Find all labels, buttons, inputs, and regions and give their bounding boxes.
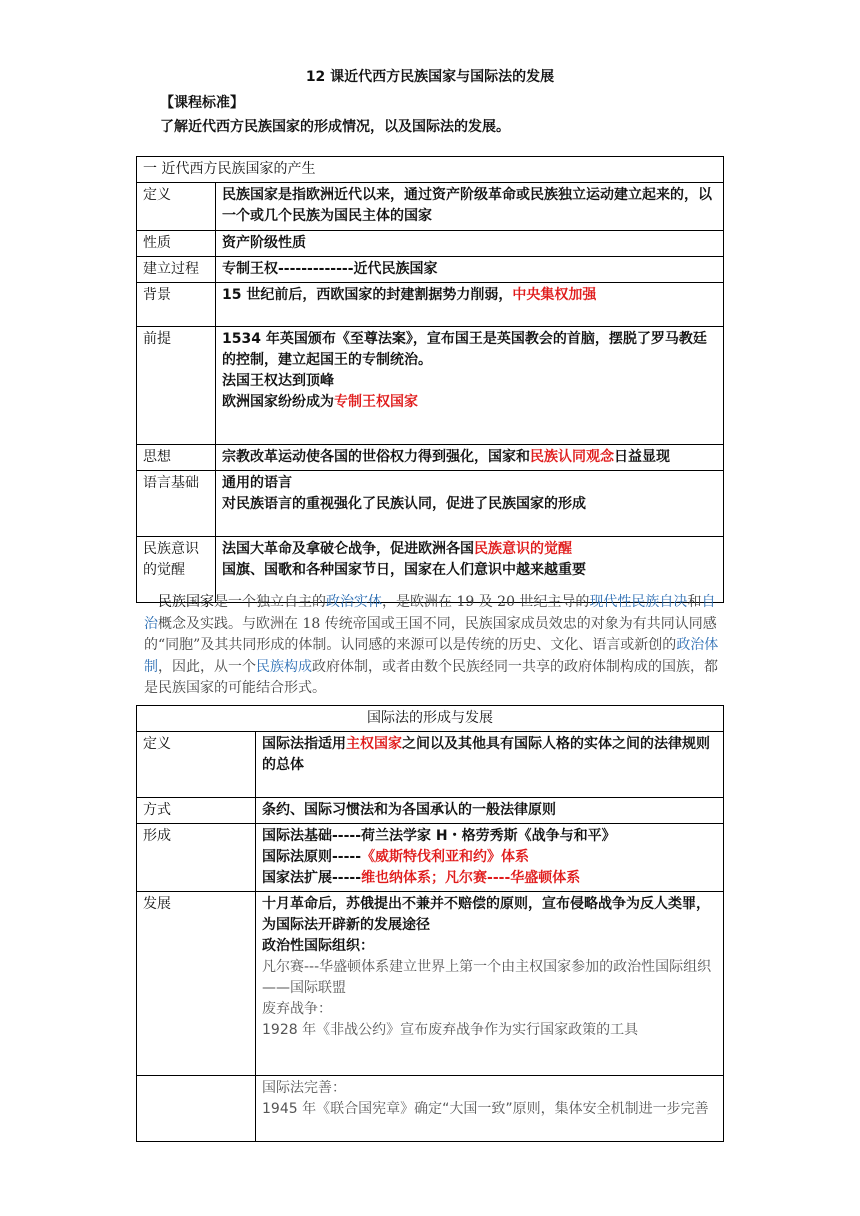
row-label: 语言基础 xyxy=(137,471,216,537)
para-text: 和 xyxy=(687,594,702,610)
row-label: 背景 xyxy=(137,283,216,327)
background-highlight: 中央集权加强 xyxy=(512,287,597,303)
row-label: 民族意识的觉醒 xyxy=(137,537,216,603)
standard-text: 了解近代西方民族国家的形成情况，以及国际法的发展。 xyxy=(160,119,510,135)
table-row xyxy=(137,471,724,537)
language-line: 对民族语言的重视强化了民族认同，促进了民族国家的形成 xyxy=(222,496,586,512)
para-link[interactable]: 政治体制 xyxy=(144,637,719,675)
language-line: 通用的语言 xyxy=(222,475,292,491)
row-content: 专制王权-------------近代民族国家 xyxy=(216,257,724,283)
row-content xyxy=(256,824,724,892)
formation-prefix: 国际法原则----- xyxy=(262,849,362,865)
premise-prefix: 欧洲国家纷纷成为 xyxy=(222,394,334,410)
thought-highlight: 民族认同观念 xyxy=(530,449,614,465)
table-row xyxy=(137,892,724,1076)
table-row xyxy=(137,257,724,283)
formation-line xyxy=(262,847,717,868)
improvement-line: 1945 年《联合国宪章》确定“大国一致”原则，集体安全机制进一步完善 xyxy=(262,1101,709,1117)
para-text: 是一个独立自主的 xyxy=(214,594,326,610)
row-content xyxy=(256,732,724,798)
table-row xyxy=(137,732,724,798)
table-row xyxy=(137,798,724,824)
row-content: 资产阶级性质 xyxy=(216,231,724,257)
international-law-table xyxy=(136,705,724,1142)
development-line: 十月革命后，苏俄提出不兼并不赔偿的原则，宣布侵略战争为反人类罪，为国际法开辟新的发展途径 xyxy=(262,896,710,933)
table-header: 一 近代西方民族国家的产生 xyxy=(137,157,724,183)
formation-highlight: 维也纳体系；凡尔赛----华盛顿体系 xyxy=(361,870,581,886)
para-text: 概念及实践。与欧洲在 18 传统帝国或王国不同，民族国家成员效忠的对象为有共同认同感的“同胞”及其共同形成的体制。认同感的来源可以是传统的历史、文化、语言或新创的 xyxy=(144,615,717,653)
para-link[interactable]: 政治实体 xyxy=(326,594,382,610)
para-link[interactable]: 现代性民族自决 xyxy=(589,594,688,610)
awakening-line: 国旗、国歌和各种国家节日，国家在人们意识中越来越重要 xyxy=(222,562,586,578)
def-highlight: 主权国家 xyxy=(346,736,402,752)
table-row xyxy=(137,231,724,257)
row-content: 民族国家是指欧洲近代以来，通过资产阶级革命或民族独立运动建立起来的，以一个或几个民族为国民主体的国家 xyxy=(216,183,724,231)
row-label: 定义 xyxy=(137,732,256,798)
thought-suffix: 日益显现 xyxy=(614,449,670,465)
row-label: 发展 xyxy=(137,892,256,1076)
row-label xyxy=(137,1076,256,1142)
row-label: 前提 xyxy=(137,327,216,445)
para-text: ，因此，从一个 xyxy=(158,658,256,675)
premise-line: 1534 年英国颁布《至尊法案》，宣布国王是英国教会的首脑，摆脱了罗马教廷的控制，建立起国王的专制统治。 xyxy=(222,331,707,368)
formation-line: 国际法基础-----荷兰法学家 H・格劳秀斯《战争与和平》 xyxy=(262,828,616,844)
table-header: 国际法的形成与发展 xyxy=(137,706,724,732)
table-row xyxy=(137,183,724,231)
development-line: 废弃战争： xyxy=(262,1001,332,1017)
row-content xyxy=(256,1076,724,1142)
para-link[interactable]: 自治 xyxy=(144,594,716,632)
row-label: 定义 xyxy=(137,183,216,231)
table-row xyxy=(137,706,724,732)
table-row xyxy=(137,283,724,327)
row-content: 条约、国际习惯法和为各国承认的一般法律原则 xyxy=(256,798,724,824)
awakening-highlight: 民族意识的觉醒 xyxy=(474,541,572,557)
table-row xyxy=(137,445,724,471)
development-line: 凡尔赛---华盛顿体系建立世界上第一个由主权国家参加的政治性国际组织——国际联盟 xyxy=(262,959,712,996)
def-prefix: 国际法指适用 xyxy=(262,736,346,752)
standard-heading: 【课程标准】 xyxy=(160,95,244,111)
table-row xyxy=(137,157,724,183)
awakening-line xyxy=(222,539,717,560)
premise-highlight: 专制王权国家 xyxy=(334,394,418,410)
formation-line xyxy=(262,868,717,889)
table-row xyxy=(137,824,724,892)
background-text: 15 世纪前后，西欧国家的封建割据势力削弱， xyxy=(222,287,513,303)
row-content xyxy=(216,283,724,327)
table-row xyxy=(137,327,724,445)
row-content xyxy=(216,445,724,471)
nation-state-paragraph xyxy=(144,592,724,700)
row-content xyxy=(216,471,724,537)
development-line: 1928 年《非战公约》宣布废弃战争作为实行国家政策的工具 xyxy=(262,1022,639,1038)
formation-prefix: 国家法扩展----- xyxy=(262,870,362,886)
para-text: ，是欧洲在 19 及 20 世纪主导的 xyxy=(382,594,590,610)
row-label: 思想 xyxy=(137,445,216,471)
row-content xyxy=(216,327,724,445)
para-text: 政府体制，或者由数个民族经同一共享的政府体制构成的国族，都是民族国家的可能结合形式。 xyxy=(144,658,718,696)
row-content xyxy=(256,892,724,1076)
awakening-prefix: 法国大革命及拿破仑战争，促进欧洲各国 xyxy=(222,541,474,557)
thought-prefix: 宗教改革运动使各国的世俗权力得到强化，国家和 xyxy=(222,449,530,465)
row-label: 方式 xyxy=(137,798,256,824)
def-suffix: 之间以及其他具有国际人格的实体之间的法律规则的总体 xyxy=(262,736,710,773)
improvement-line: 国际法完善： xyxy=(262,1080,346,1096)
page-title: 12 课近代西方民族国家与国际法的发展 xyxy=(305,69,555,85)
premise-line xyxy=(222,392,717,413)
formation-highlight: 《威斯特伐利亚和约》体系 xyxy=(361,849,530,865)
para-link[interactable]: 民族构成 xyxy=(256,658,312,675)
row-label: 形成 xyxy=(137,824,256,892)
table-row xyxy=(137,1076,724,1142)
premise-line: 法国王权达到顶峰 xyxy=(222,373,334,389)
row-label: 建立过程 xyxy=(137,257,216,283)
development-line: 政治性国际组织： xyxy=(262,938,374,954)
para-text: 民族国家 xyxy=(158,594,214,610)
nation-state-table xyxy=(136,156,724,603)
row-label: 性质 xyxy=(137,231,216,257)
